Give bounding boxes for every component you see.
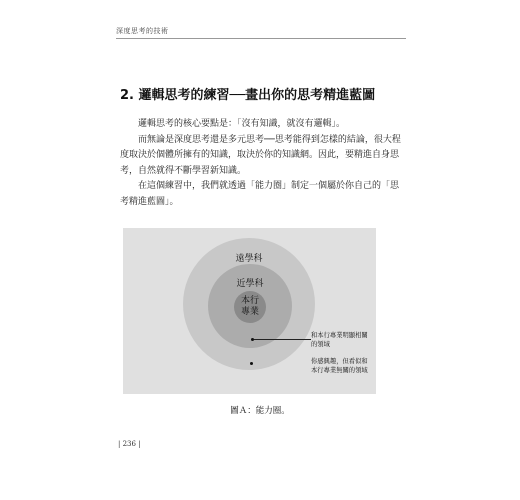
annotation-leader-line — [254, 339, 311, 340]
paragraph: 邏輯思考的核心要點是：「沒有知識，就沒有邏輯」。 — [138, 119, 346, 129]
annotation-related-fields: 和本行專業明顯相關的領域 — [311, 332, 368, 348]
header-rule — [116, 38, 406, 39]
annotation-interest-fields: 你感興趣，但看似和本行專業無關的領域 — [311, 358, 368, 374]
core-label-line-1: 本行 — [240, 296, 259, 306]
competence-circle-figure — [123, 228, 376, 394]
section-title: 2. 邏輯思考的練習──畫出你的思考精進藍圖 — [120, 88, 376, 103]
paragraph: 在這個練習中，我們就透過「能力圈」制定一個屬於你自己的「思考精進藍圖」。 — [120, 181, 400, 207]
body-text — [120, 117, 404, 210]
annotation-dot — [250, 362, 253, 365]
core-circle-label — [233, 296, 267, 318]
figure-caption: 圖Ａ：能力圈。 — [230, 406, 290, 416]
running-header: 深度思考的技術 — [116, 27, 169, 35]
page-number: | 236 | — [118, 440, 141, 448]
core-label-line-2: 專業 — [240, 307, 259, 317]
middle-circle-label: 近學科 — [236, 279, 264, 289]
paragraph: 而無論是深度思考還是多元思考──思考能得到怎樣的結論，很大程度取決於個體所擁有的知識，取決於你的知識網。因此，要精進自身思考，自然就得不斷學習新知識。 — [120, 134, 401, 176]
outer-circle-label: 遠學科 — [235, 254, 263, 264]
